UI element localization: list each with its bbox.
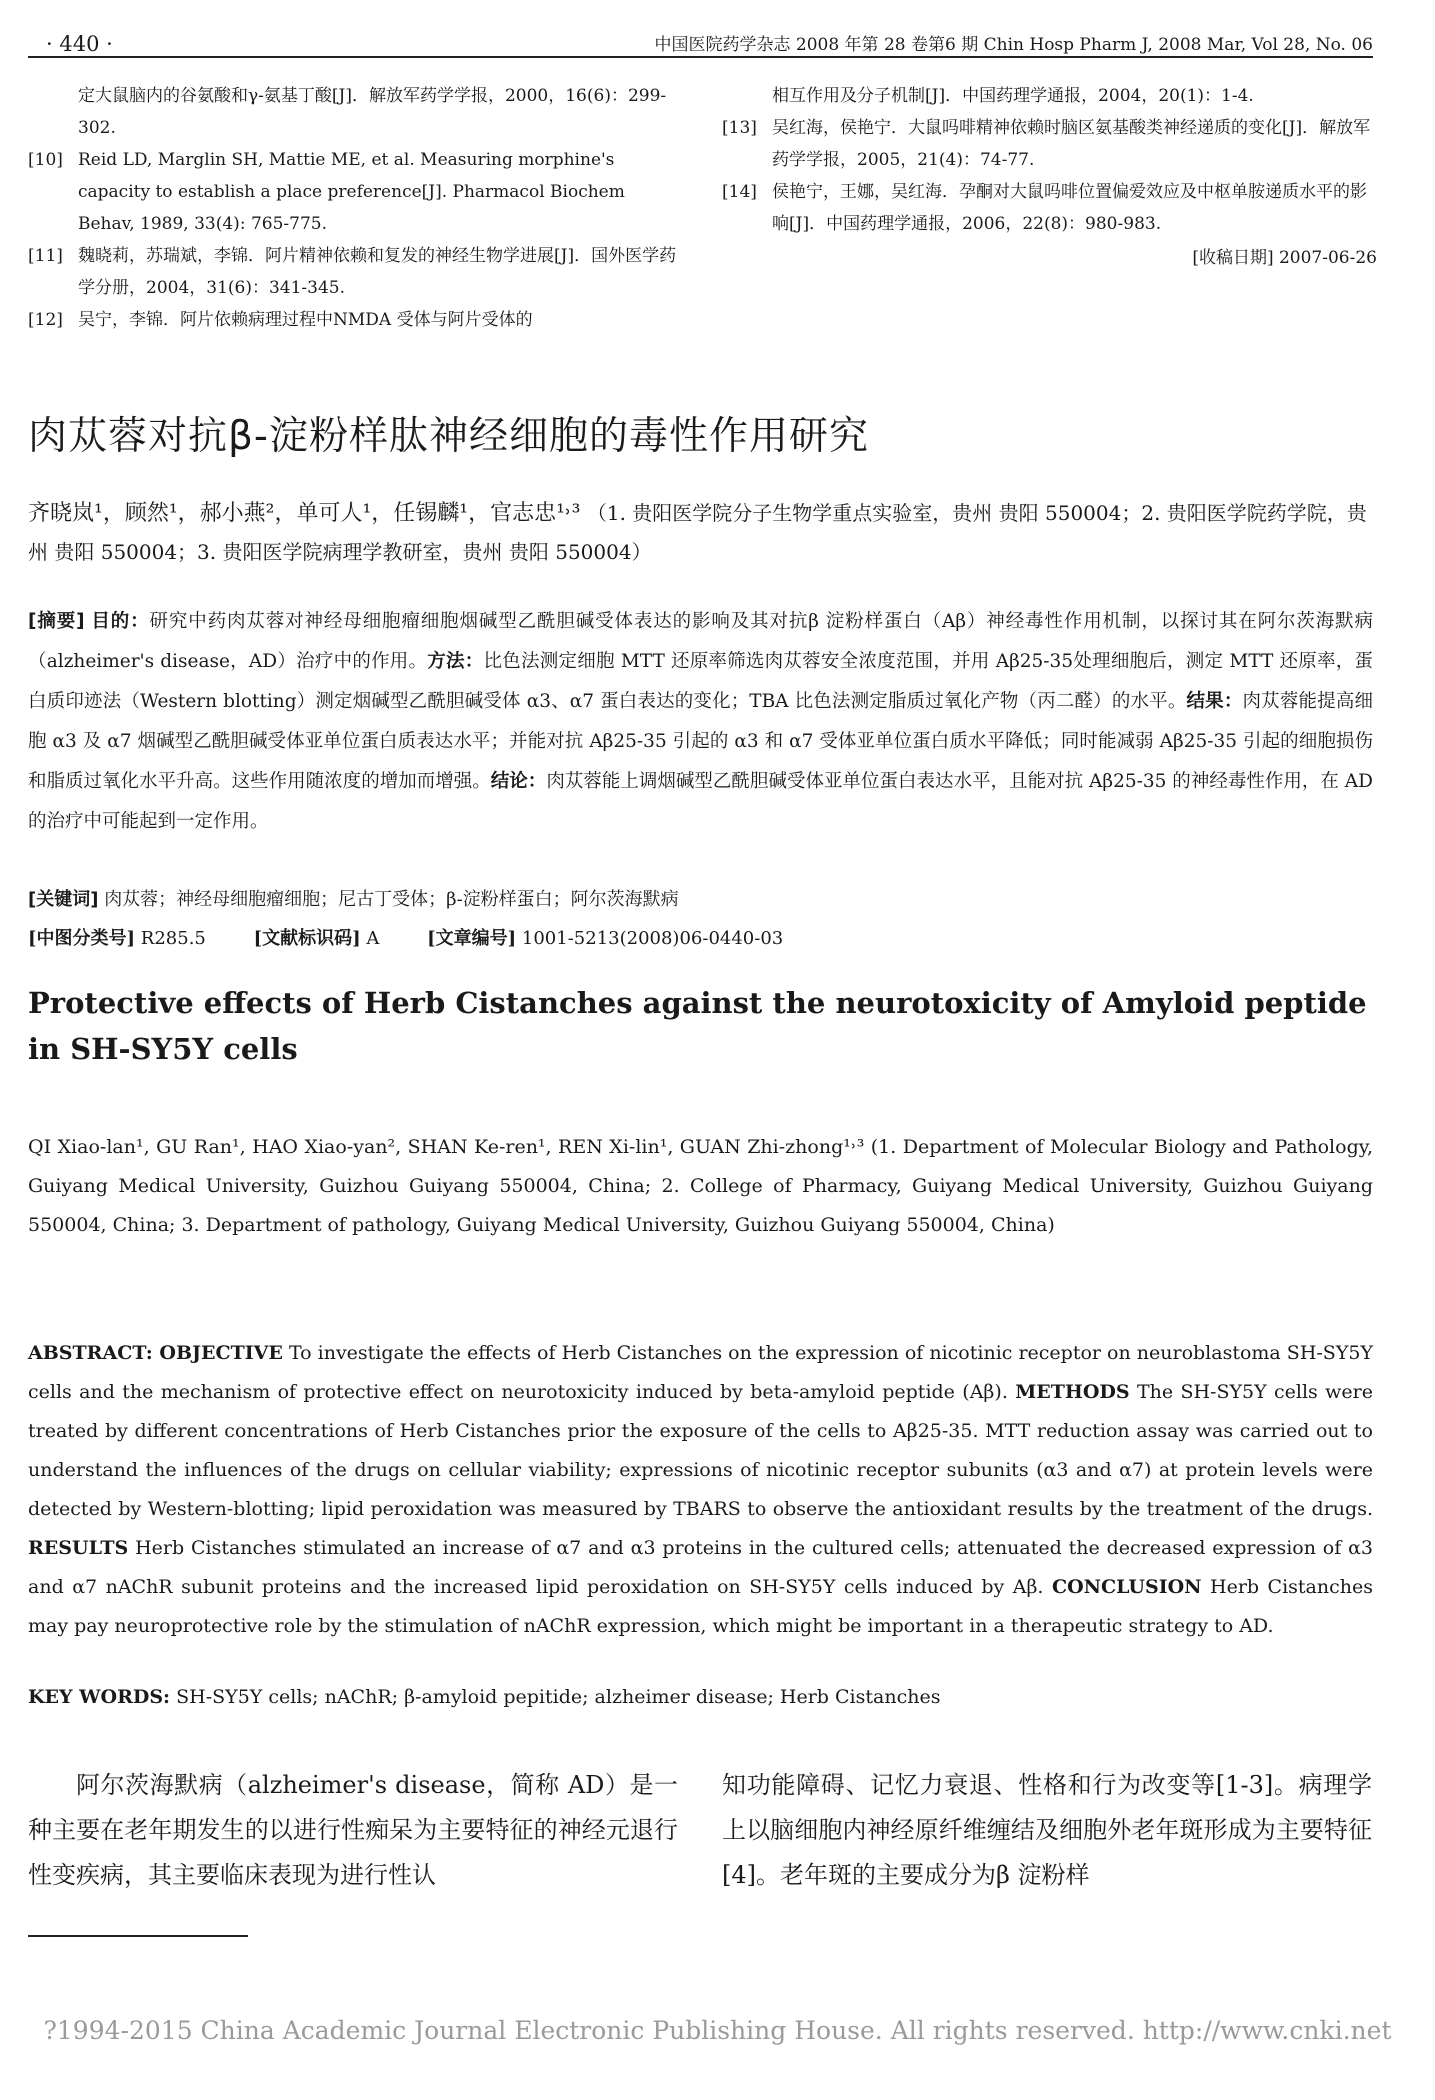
reference-item: [10] Reid LD, Marglin SH, Mattie ME, et al. Measuring morphine's capacity to establish a place preference[J]. Pharmacol Biochem Behav, 1989, 33(4): 765-775. xyxy=(28,150,625,234)
reference-item: [12] 吴宁，李锦．阿片依赖病理过程中NMDA 受体与阿片受体的 xyxy=(28,310,533,330)
body-text-right: 知功能障碍、记忆力衰退、性格和行为改变等[1-3]。病理学上以脑细胞内神经原纤维缠结及细胞外老年斑形成为主要特征[4]。老年斑的主要成分为β 淀粉样 xyxy=(722,1771,1372,1889)
reference-item: [13] 吴红海，侯艳宁．大鼠吗啡精神依赖时脑区氨基酸类神经递质的变化[J]．解放军药学学报，2005，21(4)：74-77. xyxy=(722,118,1371,170)
abstract-objective-label: ABSTRACT: OBJECTIVE xyxy=(28,1342,283,1364)
reference-item: 相互作用及分子机制[J]．中国药理学通报，2004，20(1)：1-4. xyxy=(772,86,1254,106)
reference-item: 定大鼠脑内的谷氨酸和γ-氨基丁酸[J]．解放军药学学报，2000，16(6)：299-302. xyxy=(78,86,667,138)
clc-label: [中图分类号] xyxy=(28,928,136,949)
abstract-methods-text: The SH-SY5Y cells were treated by different concentrations of Herb Cistanches prior the exposure of the cells to Aβ25-35. MTT reduction assay was carried out to understand the influences of the drugs on cellular viability; expressions of nicotinic receptor subunits (α3 and α7) at protein levels were detected by Western-blotting; lipid peroxidation was measured by TBARS to observe the antioxidant results by the treatment of the drugs. xyxy=(28,1381,1373,1520)
abstract-conclusion-label: CONCLUSION xyxy=(1051,1576,1202,1598)
reference-item: [11] 魏晓莉，苏瑞斌，李锦．阿片精神依赖和复发的神经生物学进展[J]．国外医学药学分册，2004，31(6)：341-345. xyxy=(28,246,677,298)
results-text: 肉苁蓉能提高细胞 α3 及 α7 烟碱型乙酰胆碱受体亚单位蛋白质表达水平；并能对抗 Aβ25-35 引起的 α3 和 α7 受体亚单位蛋白质水平降低；同时能减弱 Aβ25-35 引起的细胞损伤和脂质过氧化水平升高。这些作用随浓度的增加而增强。 xyxy=(28,691,1373,792)
running-header xyxy=(28,26,1373,58)
english-keywords xyxy=(28,1686,1373,1708)
conclusion-text: 肉苁蓉能上调烟碱型乙酰胆碱受体亚单位蛋白表达水平，且能对抗 Aβ25-35 的神经毒性作用，在 AD 的治疗中可能起到一定作用。 xyxy=(28,771,1373,832)
chinese-authors xyxy=(28,494,1373,571)
methods-text: 比色法测定细胞 MTT 还原率筛选肉苁蓉安全浓度范围，并用 Aβ25-35处理细胞后，测定 MTT 还原率，蛋白质印迹法（Western blotting）测定烟碱型乙酰胆碱受体 α3、α7 蛋白表达的变化；TBA 比色法测定脂质过氧化产物（丙二醛）的水平。 xyxy=(28,651,1373,712)
references-left-column xyxy=(28,80,683,336)
received-date: [收稿日期] 2007-06-26 xyxy=(1192,248,1377,268)
article-number-label: [文章编号] xyxy=(427,928,517,949)
reference-item: [14] 侯艳宁，王娜，吴红海．孕酮对大鼠吗啡位置偏爱效应及中枢单胺递质水平的影响[J]．中国药理学通报，2006，22(8)：980-983. xyxy=(722,182,1367,234)
results-label: 结果： xyxy=(1186,691,1243,712)
author-names: 齐晓岚¹，顾然¹，郝小燕²，单可人¹，任锡麟¹，官志忠¹˒³ xyxy=(28,501,581,526)
abstract-label: [摘要] xyxy=(28,611,85,632)
journal-citation: 中国医院药学杂志 2008 年第 28 卷第6 期 Chin Hosp Pharm J, 2008 Mar, Vol 28, No. 06 xyxy=(654,35,1373,55)
english-keywords-label: KEY WORDS: xyxy=(28,1686,171,1708)
abstract-conclusion-text: Herb Cistanches may pay neuroprotective role by the stimulation of nAChR expression, which might be important in a therapeutic strategy to AD. xyxy=(28,1576,1373,1637)
english-keywords-text: SH-SY5Y cells; nAChR; β-amyloid pepitide; alzheimer disease; Herb Cistanches xyxy=(176,1686,941,1708)
abstract-objective-text: To investigate the effects of Herb Cistanches on the expression of nicotinic receptor on neuroblastoma SH-SY5Y cells and the mechanism of protective effect on neurotoxicity induced by beta-amyloid peptide (Aβ). xyxy=(28,1342,1373,1403)
references-right-column xyxy=(722,80,1377,274)
english-abstract xyxy=(28,1334,1373,1646)
english-title: Protective effects of Herb Cistanches against the neurotoxicity of Amyloid peptide in SH-SY5Y cells xyxy=(28,986,1367,1066)
body-text-left: 阿尔茨海默病（alzheimer's disease，简称 AD）是一种主要在老年期发生的以进行性痴呆为主要特征的神经元退行性变疾病，其主要临床表现为进行性认 xyxy=(28,1771,678,1889)
doc-code-value: A xyxy=(366,928,380,949)
article-number-value: 1001-5213(2008)06-0440-03 xyxy=(521,928,784,949)
author-affiliation: （1. 贵阳医学院分子生物学重点实验室，贵州 贵阳 550004；2. 贵阳医学院药学院，贵州 贵阳 550004；3. 贵阳医学院病理学教研室，贵州 贵阳 550004） xyxy=(28,501,1367,564)
cnki-watermark: ?1994-2015 China Academic Journal Electronic Publishing House. All rights reserved. http://www.cnki.net xyxy=(43,2016,1392,2045)
english-authors: QI Xiao-lan¹, GU Ran¹, HAO Xiao-yan², SHAN Ke-ren¹, REN Xi-lin¹, GUAN Zhi-zhong¹˒³ (1. Department of Molecular Biology and Pathology, Guiyang Medical University, Guizhou Guiyang 550004, China; 2. College of Pharmacy, Guiyang Medical University, Guizhou Guiyang 550004, China; 3. Department of pathology, Guiyang Medical University, Guizhou Guiyang 550004, China) xyxy=(28,1136,1373,1236)
keywords-label: [关键词] xyxy=(28,889,99,910)
abstract-results-text: Herb Cistanches stimulated an increase of α7 and α3 proteins in the cultured cells; attenuated the decreased expression of α3 and α7 nAChR subunit proteins and the increased lipid peroxidation on SH-SY5Y cells induced by Aβ. xyxy=(28,1537,1374,1598)
conclusion-label: 结论： xyxy=(490,771,547,792)
methods-label: 方法： xyxy=(427,651,484,672)
chinese-title: 肉苁蓉对抗β-淀粉样肽神经细胞的毒性作用研究 xyxy=(28,414,869,459)
page-number: · 440 · xyxy=(46,32,113,56)
doc-code-label: [文献标识码] xyxy=(253,928,361,949)
keywords-text: 肉苁蓉；神经母细胞瘤细胞；尼古丁受体；β-淀粉样蛋白；阿尔茨海默病 xyxy=(104,889,679,910)
abstract-methods-label: METHODS xyxy=(1015,1381,1130,1403)
chinese-abstract xyxy=(28,602,1373,842)
objective-label: 目的： xyxy=(91,611,150,632)
abstract-results-label: RESULTS xyxy=(28,1537,129,1559)
classification-line xyxy=(28,924,1373,950)
objective-text: 研究中药肉苁蓉对神经母细胞瘤细胞烟碱型乙酰胆碱受体表达的影响及其对抗β 淀粉样蛋白（Aβ）神经毒性作用机制，以探讨其在阿尔茨海默病（alzheimer's disease，AD）治疗中的作用。 xyxy=(28,611,1373,672)
footnote-rule xyxy=(28,1935,248,1937)
clc-value: R285.5 xyxy=(140,928,206,949)
chinese-keywords xyxy=(28,885,1373,911)
